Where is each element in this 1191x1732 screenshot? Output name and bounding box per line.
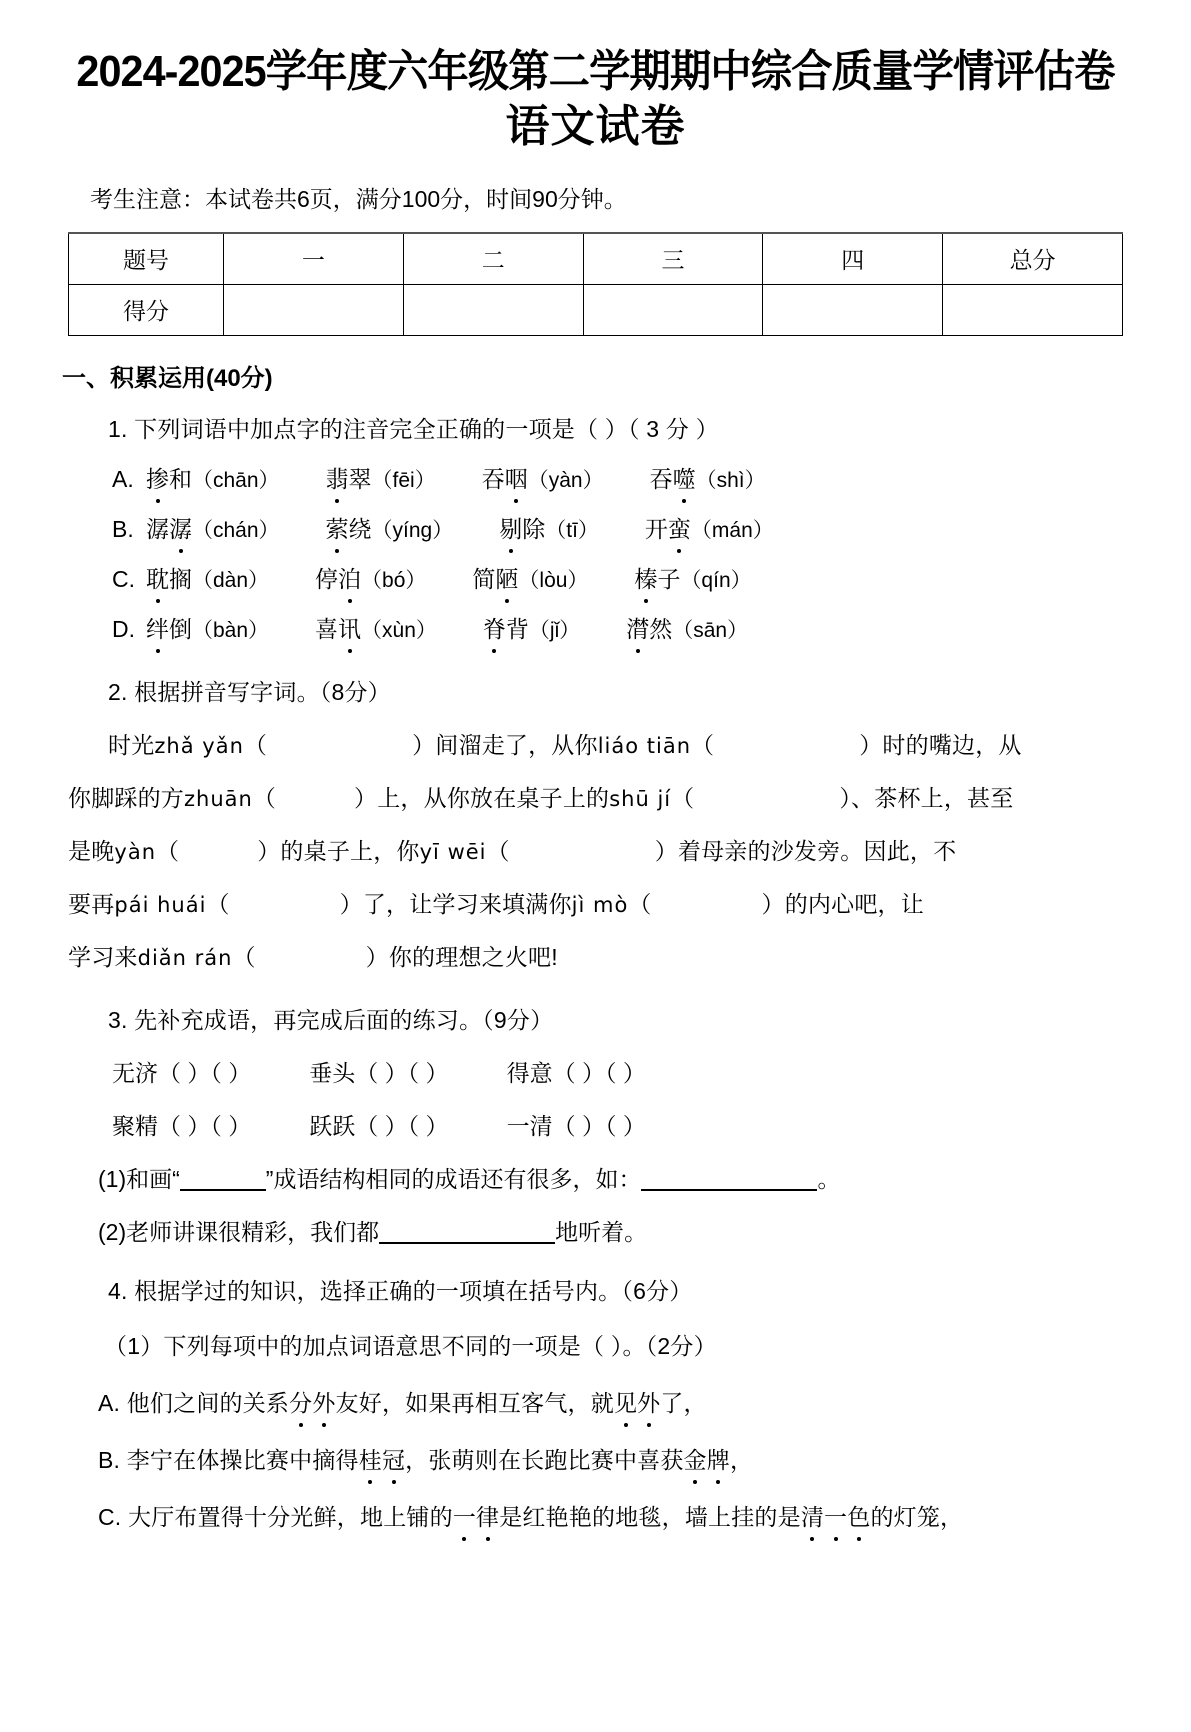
table-row-header bbox=[69, 233, 1123, 285]
pinyin-annotation: （qín） bbox=[680, 568, 752, 592]
passage-text: 学习来 bbox=[68, 943, 138, 970]
dotted-char: 潸 bbox=[626, 611, 649, 644]
idiom-blank-item[interactable]: 跃跃（ ）（ ） bbox=[309, 1112, 449, 1139]
option-letter: A. bbox=[112, 465, 134, 492]
option-text: 了， bbox=[660, 1389, 707, 1416]
question-3-idiom-row-2[interactable] bbox=[112, 1108, 1191, 1141]
pinyin-annotation: （shì） bbox=[695, 468, 766, 492]
dotted-char: 剔 bbox=[499, 511, 522, 544]
idiom-blank-item[interactable]: 得意（ ）（ ） bbox=[506, 1059, 646, 1086]
dotted-char: 牌 bbox=[707, 1442, 730, 1475]
score-header-cell-3: 三 bbox=[583, 233, 763, 285]
passage-text: 、茶杯上，甚至 bbox=[851, 784, 1014, 811]
option-text: 的灯笼， bbox=[870, 1503, 964, 1530]
word-char: 开 bbox=[644, 515, 668, 542]
pinyin-annotation: （yàn） bbox=[527, 468, 604, 492]
dotted-char: 泊 bbox=[338, 561, 361, 594]
dotted-char: 萦 bbox=[326, 511, 349, 544]
option-word bbox=[472, 561, 588, 594]
dotted-char: 桂 bbox=[359, 1442, 382, 1475]
score-header-cell-0: 题号 bbox=[69, 233, 224, 285]
option-text: ，张萌则在长跑比赛中喜获 bbox=[405, 1446, 684, 1473]
pinyin-annotation: （jǐ） bbox=[528, 618, 581, 642]
option-word bbox=[326, 511, 454, 544]
option-letter: B. bbox=[98, 1446, 127, 1473]
word-char: 潺 bbox=[146, 515, 169, 542]
dotted-char: 一 bbox=[453, 1499, 476, 1532]
word-char: 简 bbox=[472, 565, 496, 592]
passage-text: 是晚 bbox=[68, 837, 115, 864]
pinyin-annotation: （tī） bbox=[545, 518, 599, 542]
word-char: 除 bbox=[522, 515, 546, 542]
word-char: 吞 bbox=[481, 465, 505, 492]
option-word bbox=[146, 611, 269, 644]
passage-text: 着母亲的沙发旁。因此，不 bbox=[677, 837, 957, 864]
q3-sub1-text-b: ”成语结构相同的成语还有很多，如： bbox=[265, 1165, 642, 1192]
option-text: 大厅布置得十分光鲜，地上铺的 bbox=[128, 1503, 453, 1530]
pinyin-annotation: （chán） bbox=[192, 518, 280, 542]
score-input-cell-1[interactable] bbox=[224, 284, 404, 335]
pinyin-annotation: （fēi） bbox=[371, 468, 436, 492]
pinyin-annotation: （bàn） bbox=[192, 618, 270, 642]
dotted-char: 金 bbox=[684, 1442, 707, 1475]
pinyin-hint: zhǎ yǎn bbox=[154, 733, 244, 758]
option-word bbox=[326, 461, 436, 494]
paren: ） bbox=[412, 731, 436, 758]
dotted-char: 绊 bbox=[146, 611, 169, 644]
pinyin-hint: pái huái bbox=[114, 892, 207, 917]
question-4-sub-1-stem: （1）下列每项中的加点词语意思不同的一项是（ ）。（2分） bbox=[104, 1332, 717, 1359]
passage-text: 的桌子上，你 bbox=[280, 837, 420, 864]
dotted-char: 色 bbox=[847, 1499, 870, 1532]
score-input-cell-4[interactable] bbox=[763, 284, 943, 335]
option-word bbox=[626, 611, 748, 644]
paren: ） bbox=[761, 890, 785, 917]
paren: ） bbox=[257, 837, 281, 864]
question-4-option-b[interactable] bbox=[98, 1442, 1191, 1475]
passage-line bbox=[68, 780, 1191, 813]
section-heading-1: 一、积累运用(40分) bbox=[62, 364, 273, 392]
score-input-cell-2[interactable] bbox=[403, 284, 583, 335]
dotted-char: 榛 bbox=[634, 561, 657, 594]
exam-page bbox=[0, 48, 1191, 1732]
option-letter: C. bbox=[112, 565, 135, 592]
word-char: 翠 bbox=[348, 465, 372, 492]
dotted-char: 咽 bbox=[505, 461, 528, 494]
dotted-char: 潺 bbox=[169, 511, 192, 544]
paren: （ bbox=[206, 890, 230, 917]
question-1-option-c[interactable] bbox=[112, 561, 1191, 594]
paren: ） bbox=[339, 890, 363, 917]
paren: ） bbox=[365, 943, 389, 970]
paren: ） bbox=[354, 784, 378, 811]
q3-sub1-text-c: 。 bbox=[817, 1165, 841, 1192]
paren: （ bbox=[691, 731, 715, 758]
dotted-char: 一 bbox=[824, 1499, 847, 1532]
option-text: 友好，如果再相互客气，就 bbox=[335, 1389, 614, 1416]
option-letter: B. bbox=[112, 515, 134, 542]
idiom-blank-item[interactable]: 一清（ ）（ ） bbox=[506, 1112, 646, 1139]
question-1-option-b[interactable] bbox=[112, 511, 1191, 544]
passage-line bbox=[108, 727, 1191, 760]
dotted-char: 分 bbox=[289, 1385, 312, 1418]
option-word bbox=[483, 611, 580, 644]
passage-text: 间溜走了，从你 bbox=[435, 731, 598, 758]
dotted-char: 律 bbox=[476, 1499, 499, 1532]
option-text: ， bbox=[729, 1446, 754, 1473]
q3-sub1-blank-2[interactable] bbox=[641, 1189, 817, 1191]
word-char: 子 bbox=[657, 565, 681, 592]
passage-text: 你脚踩的方 bbox=[68, 784, 184, 811]
word-char: 停 bbox=[315, 565, 339, 592]
dotted-char: 冠 bbox=[382, 1442, 405, 1475]
option-word bbox=[146, 511, 280, 544]
pinyin-annotation: （chān） bbox=[192, 468, 280, 492]
paren: ） bbox=[839, 784, 852, 811]
dotted-char: 掺 bbox=[146, 461, 169, 494]
option-word bbox=[315, 611, 437, 644]
option-word bbox=[482, 461, 604, 494]
dotted-char: 外 bbox=[312, 1385, 335, 1418]
score-row-label: 得分 bbox=[69, 284, 224, 335]
word-char: 背 bbox=[505, 615, 529, 642]
option-word bbox=[634, 561, 751, 594]
q3-sub2-text-b: 地听着。 bbox=[555, 1218, 648, 1245]
pinyin-hint: jì mò bbox=[571, 892, 629, 917]
pinyin-annotation: （sān） bbox=[672, 618, 749, 642]
word-char: 搁 bbox=[169, 565, 192, 592]
question-1-option-d[interactable] bbox=[112, 611, 1191, 644]
dotted-char: 外 bbox=[637, 1385, 660, 1418]
option-word bbox=[146, 561, 269, 594]
passage-line bbox=[68, 939, 1191, 972]
word-char: 然 bbox=[649, 615, 673, 642]
score-input-cell-3[interactable] bbox=[583, 284, 763, 335]
dotted-char: 脊 bbox=[483, 611, 506, 644]
option-letter: A. bbox=[98, 1389, 127, 1416]
question-4-option-c[interactable] bbox=[98, 1499, 1191, 1532]
score-table bbox=[68, 232, 1123, 336]
paren: （ bbox=[156, 837, 180, 864]
score-header-cell-5: 总分 bbox=[943, 233, 1123, 285]
option-text: 李宁在体操比赛中摘得 bbox=[126, 1446, 359, 1473]
paren: ） bbox=[859, 731, 883, 758]
pinyin-hint: diǎn rán bbox=[137, 945, 233, 970]
option-word bbox=[146, 461, 280, 494]
question-3-stem: 3. 先补充成语，再完成后面的练习。（9分） bbox=[108, 1006, 554, 1033]
paren: （ bbox=[628, 890, 652, 917]
passage-text: 你的理想之火吧! bbox=[388, 943, 558, 970]
passage-text: 要再 bbox=[68, 890, 115, 917]
page-subtitle: 语文试卷 bbox=[505, 101, 686, 151]
paren: （ bbox=[486, 837, 510, 864]
score-header-cell-2: 二 bbox=[403, 233, 583, 285]
option-word bbox=[650, 461, 766, 494]
q3-sub2-blank-1[interactable] bbox=[379, 1242, 555, 1244]
passage-line bbox=[68, 833, 1191, 866]
pinyin-annotation: （lòu） bbox=[518, 568, 589, 592]
dotted-char: 翡 bbox=[326, 461, 349, 494]
idiom-blank-item[interactable]: 无济（ ）（ ） bbox=[112, 1059, 252, 1086]
q3-sub1-blank-1[interactable] bbox=[180, 1189, 266, 1191]
paren: （ bbox=[252, 784, 277, 811]
word-char: 喜 bbox=[315, 615, 339, 642]
pinyin-annotation: （mán） bbox=[690, 518, 774, 542]
passage-text: 了，让学习来填满你 bbox=[362, 890, 572, 917]
pinyin-hint: yī wēi bbox=[419, 839, 487, 864]
q3-sub1-text-a: (1)和画“ bbox=[98, 1165, 180, 1192]
score-input-cell-5[interactable] bbox=[943, 284, 1123, 335]
paren: （ bbox=[232, 943, 256, 970]
pinyin-hint: yàn bbox=[114, 839, 157, 864]
paren: （ bbox=[243, 731, 268, 758]
passage-text: 时的嘴边，从 bbox=[882, 731, 1022, 758]
question-4-stem: 4. 根据学过的知识，选择正确的一项填在括号内。（6分） bbox=[108, 1277, 693, 1304]
question-1-stem: 1. 下列词语中加点字的注音完全正确的一项是（ ）（ 3 分 ） bbox=[108, 415, 719, 442]
word-char: 吞 bbox=[649, 465, 673, 492]
passage-text: 的内心吧，让 bbox=[784, 890, 924, 917]
pinyin-hint: liáo tiān bbox=[597, 733, 692, 758]
question-3-sub-2 bbox=[98, 1214, 1191, 1247]
question-3-sub-1 bbox=[98, 1161, 1191, 1194]
paren: （ bbox=[671, 784, 695, 811]
pinyin-annotation: （dàn） bbox=[192, 568, 270, 592]
passage-text: 上，从你放在桌子上的 bbox=[377, 784, 610, 811]
dotted-char: 陋 bbox=[495, 561, 518, 594]
exam-notice: 考生注意：本试卷共6页，满分100分，时间90分钟。 bbox=[90, 185, 627, 212]
dotted-char: 耽 bbox=[146, 561, 169, 594]
question-2-passage bbox=[0, 727, 1191, 972]
option-text: 是红艳艳的地毯，墙上挂的是 bbox=[499, 1503, 801, 1530]
paren: ） bbox=[654, 837, 678, 864]
idiom-blank-item[interactable]: 聚精（ ）（ ） bbox=[112, 1112, 252, 1139]
page-title: 2024-2025学年度六年级第二学期期中综合质量学情评估卷 bbox=[76, 47, 1115, 96]
pinyin-annotation: （xùn） bbox=[361, 618, 437, 642]
word-char: 和 bbox=[169, 465, 192, 492]
score-header-cell-1: 一 bbox=[224, 233, 404, 285]
score-header-cell-4: 四 bbox=[763, 233, 943, 285]
option-word bbox=[645, 511, 774, 544]
option-word bbox=[499, 511, 599, 544]
word-char: 倒 bbox=[169, 615, 192, 642]
dotted-char: 噬 bbox=[673, 461, 696, 494]
pinyin-annotation: （yíng） bbox=[371, 518, 454, 542]
option-letter: C. bbox=[98, 1503, 128, 1530]
passage-line bbox=[68, 886, 1191, 919]
table-row-score bbox=[69, 284, 1123, 335]
pinyin-annotation: （bó） bbox=[361, 568, 427, 592]
question-4-option-a[interactable] bbox=[98, 1385, 1191, 1418]
dotted-char: 讯 bbox=[338, 611, 361, 644]
option-word bbox=[315, 561, 426, 594]
q3-sub2-text-a: (2)老师讲课很精彩，我们都 bbox=[98, 1218, 380, 1245]
pinyin-hint: zhuān bbox=[184, 786, 253, 811]
option-text: 他们之间的关系 bbox=[126, 1389, 290, 1416]
dotted-char: 见 bbox=[614, 1385, 637, 1418]
question-1-option-a[interactable] bbox=[112, 461, 1191, 494]
option-letter: D. bbox=[112, 615, 135, 642]
idiom-blank-item[interactable]: 垂头（ ）（ ） bbox=[309, 1059, 449, 1086]
dotted-char: 清 bbox=[801, 1499, 824, 1532]
pinyin-hint: shū jí bbox=[609, 786, 672, 811]
dotted-char: 蛮 bbox=[668, 511, 691, 544]
word-char: 绕 bbox=[348, 515, 372, 542]
passage-text: 时光 bbox=[108, 731, 155, 758]
question-2-stem: 2. 根据拼音写字词。（8分） bbox=[108, 678, 391, 705]
question-3-idiom-row-1[interactable] bbox=[112, 1055, 1191, 1088]
